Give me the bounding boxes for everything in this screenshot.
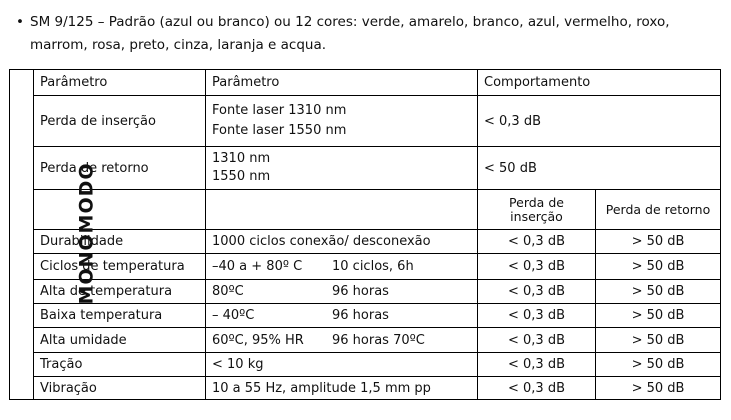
test-condition-a: – 40ºC [212,308,255,323]
test-insertion: < 0,3 dB [478,328,596,353]
test-condition-a: 10 a 55 Hz, amplitude 1,5 mm pp [212,380,431,396]
test-insertion: < 0,3 dB [478,304,596,328]
row-param: Perda de retorno [34,147,206,190]
test-param: Vibração [34,377,206,400]
condition-line: 1310 nm [212,151,271,166]
subheader-return: Perda de retorno [596,190,721,230]
test-param: Baixa temperatura [34,304,206,328]
table-row [10,147,721,190]
test-param: Durabilidade [34,230,206,254]
row-behavior: < 0,3 dB [478,96,721,147]
test-insertion: < 0,3 dB [478,377,596,400]
subheader-empty [206,190,478,230]
test-condition-a: < 10 kg [212,357,264,372]
test-return: > 50 dB [596,353,721,377]
table-row [10,280,721,304]
test-param: Ciclos de temperatura [34,254,206,280]
header-col1: Parâmetro [34,70,206,96]
test-insertion: < 0,3 dB [478,230,596,254]
side-label: MONOMODO [75,162,98,305]
header-col2: Parâmetro [206,70,478,96]
test-condition-b: 96 horas [332,284,389,299]
test-condition [206,353,478,377]
test-condition-b: 96 horas [332,308,389,323]
test-condition [206,377,478,400]
test-param: Tração [34,353,206,377]
test-return: > 50 dB [596,254,721,280]
table-row [10,353,721,377]
table-row [10,377,721,400]
test-condition [206,254,478,280]
table-row [10,328,721,353]
subheader-empty [34,190,206,230]
table-row [10,96,721,147]
test-condition-a: 80ºC [212,284,244,299]
test-condition-b: 96 horas 70ºC [332,332,425,348]
test-condition-a: –40 a + 80º C [212,259,303,274]
condition-line: Fonte laser 1550 nm [212,123,347,138]
bullet-dot: • [16,14,24,30]
test-insertion: < 0,3 dB [478,353,596,377]
bullet-item [16,11,716,57]
header-col3: Comportamento [478,70,721,96]
test-param: Alta de temperatura [34,280,206,304]
spec-table [9,69,721,400]
bullet-text: SM 9/125 – Padrão (azul ou branco) ou 12 cores: verde, amarelo, branco, azul, vermelho, roxo, marrom, rosa, preto, cinza, laranja e acqua. [30,14,670,53]
condition-line: 1550 nm [212,169,271,184]
test-condition-a: 1000 ciclos conexão/ desconexão [212,234,431,249]
table-row [10,254,721,280]
subheader-row [10,190,721,230]
row-condition [206,147,478,190]
test-return: > 50 dB [596,328,721,353]
test-return: > 50 dB [596,377,721,400]
test-return: > 50 dB [596,304,721,328]
test-condition [206,328,478,353]
test-insertion: < 0,3 dB [478,280,596,304]
table-row [10,230,721,254]
table-row [10,304,721,328]
test-insertion: < 0,3 dB [478,254,596,280]
test-condition [206,304,478,328]
test-return: > 50 dB [596,280,721,304]
subheader-insertion: Perda de inserção [478,190,596,230]
test-param: Alta umidade [34,328,206,353]
row-param: Perda de inserção [34,96,206,147]
test-condition [206,230,478,254]
condition-line: Fonte laser 1310 nm [212,103,347,118]
header-row [10,70,721,96]
test-condition [206,280,478,304]
test-condition-b: 10 ciclos, 6h [332,259,414,274]
test-condition-a: 60ºC, 95% HR [212,332,304,348]
row-condition [206,96,478,147]
row-behavior: < 50 dB [478,147,721,190]
test-return: > 50 dB [596,230,721,254]
